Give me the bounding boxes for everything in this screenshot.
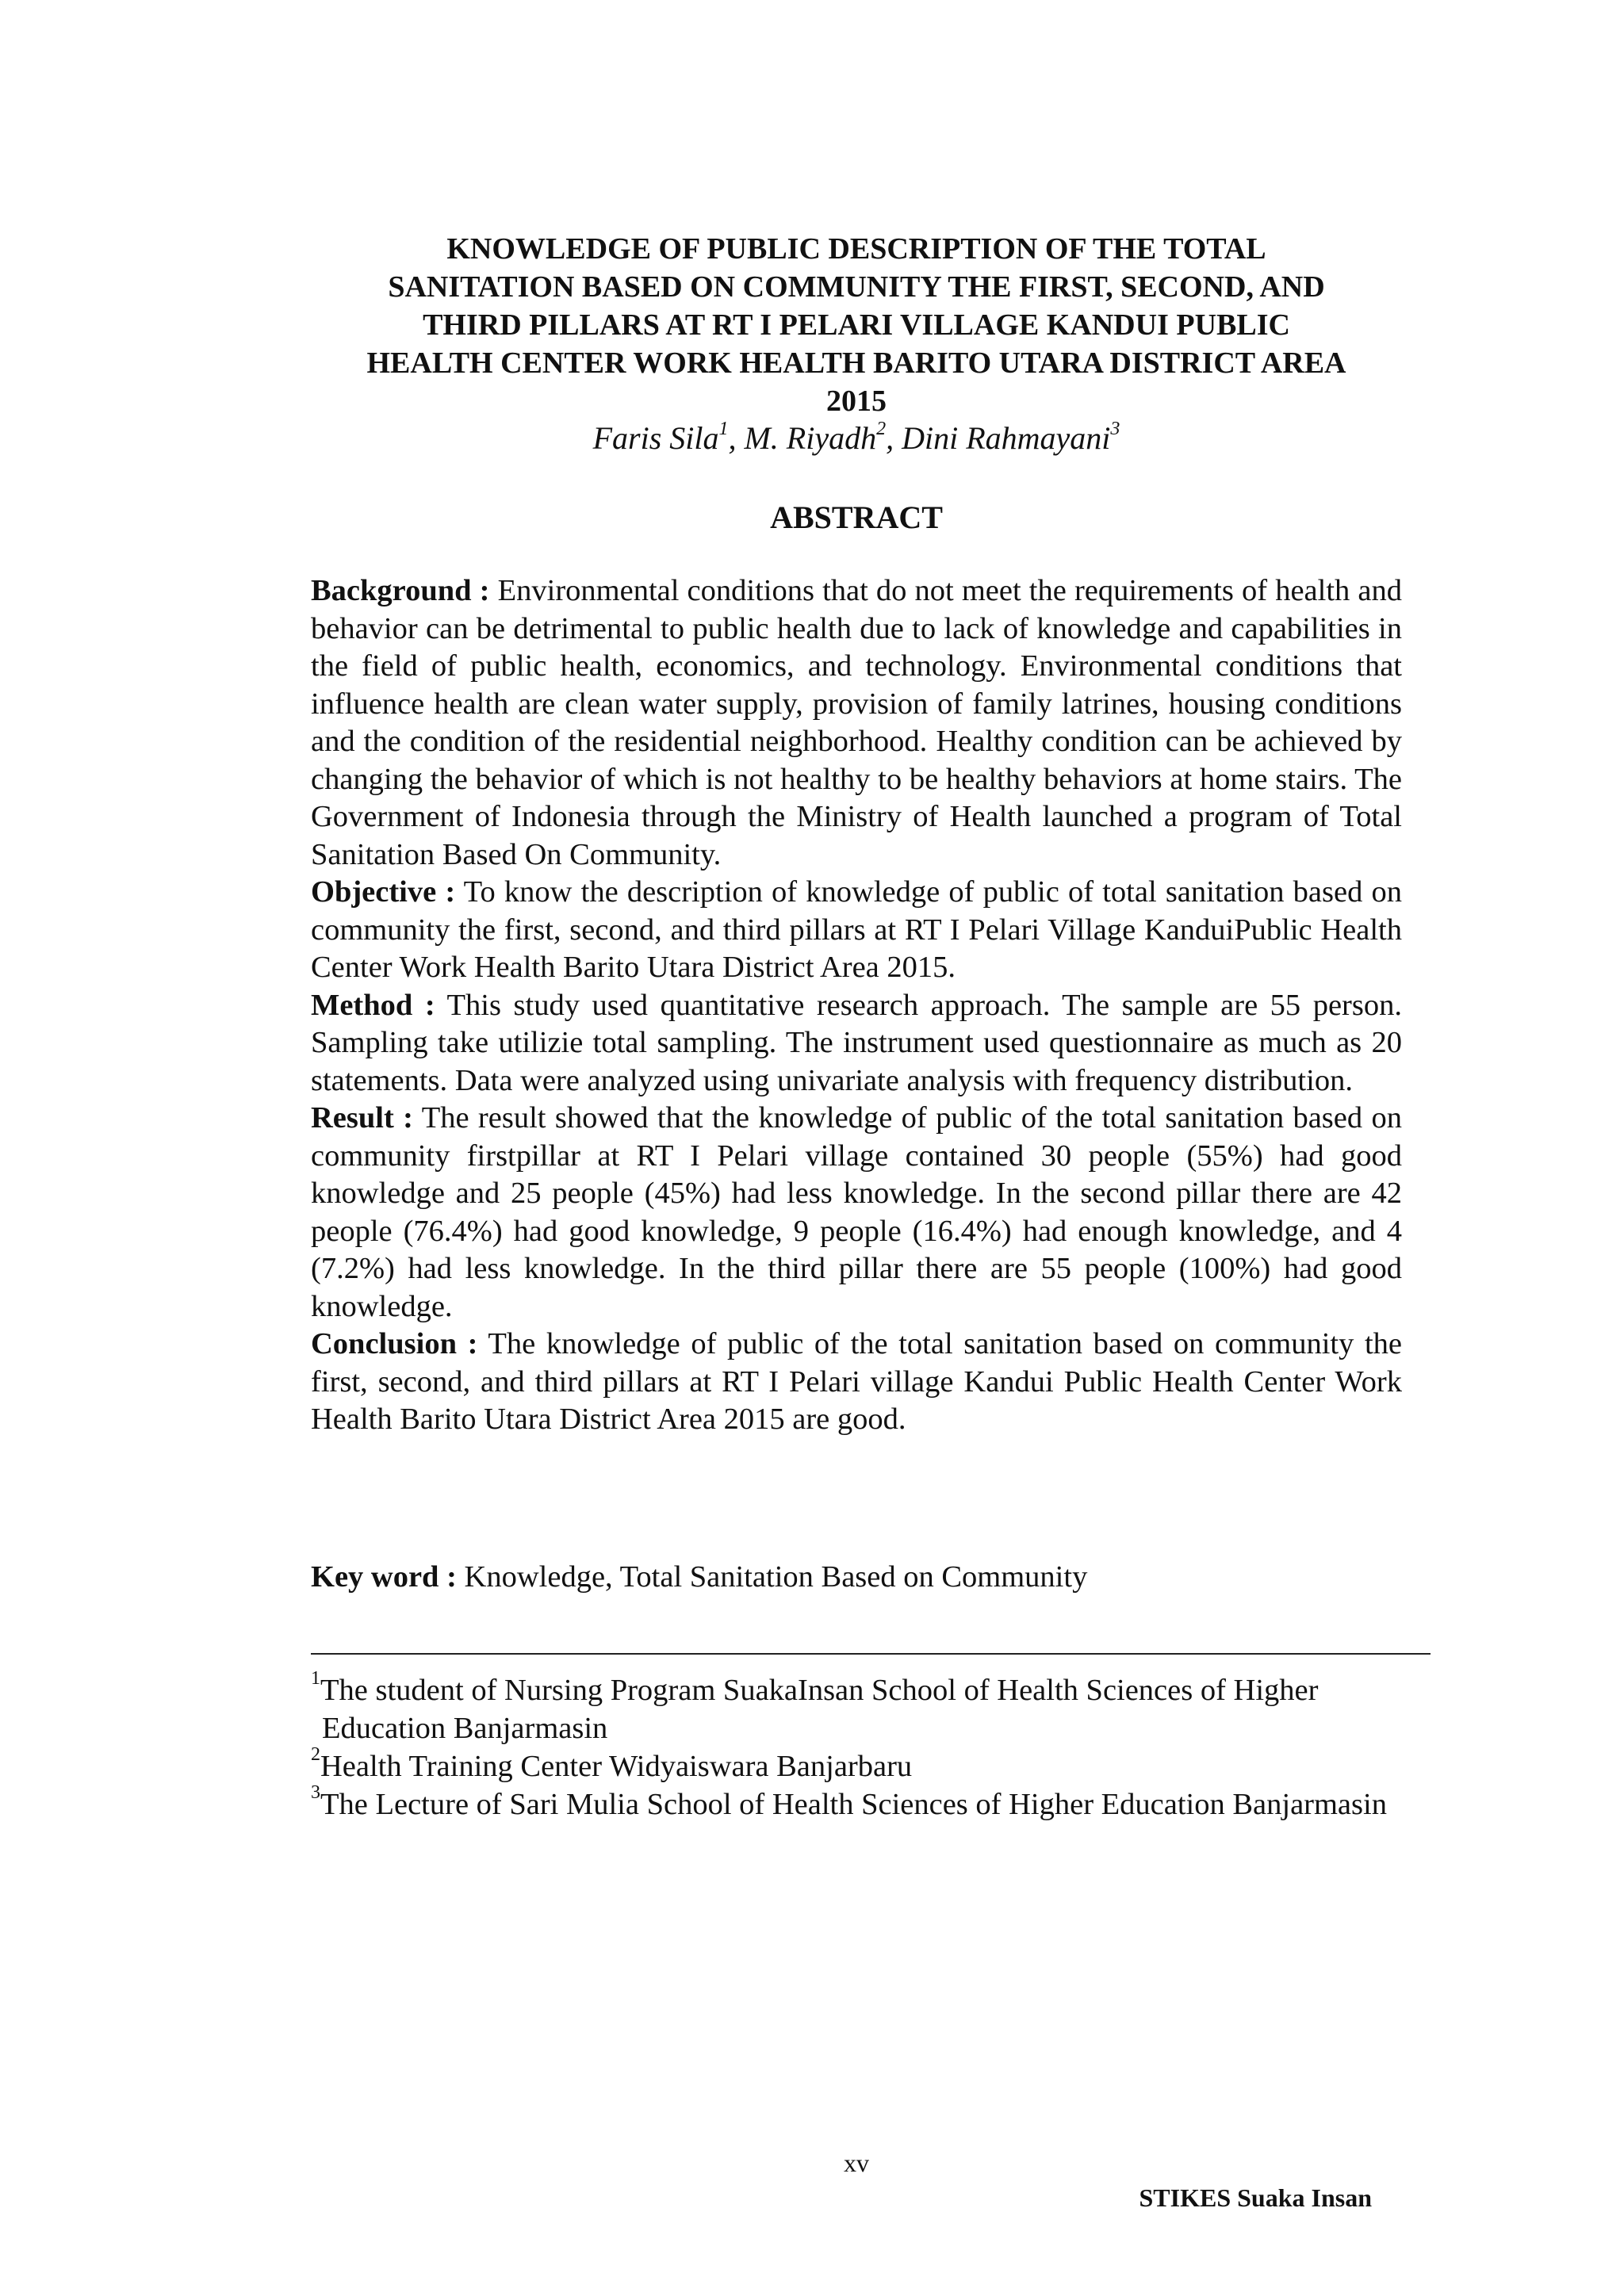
abstract-result	[311, 1100, 1402, 1326]
footnote-divider	[311, 1653, 1431, 1655]
abstract-heading: ABSTRACT	[770, 499, 943, 535]
author-name: Dini Rahmayani	[902, 420, 1111, 456]
footnote-number: 1	[311, 1668, 320, 1689]
footer-institution: STIKES Suaka Insan	[1139, 2183, 1372, 2212]
section-label: Conclusion :	[311, 1327, 478, 1360]
keywords	[311, 1558, 1402, 1596]
author-name: M. Riyadh	[744, 420, 877, 456]
page-number: xv	[844, 2149, 869, 2177]
footnote-number: 3	[311, 1782, 320, 1804]
author-affiliation-mark: 3	[1110, 418, 1120, 439]
section-text: To know the description of knowledge of public of total sanitation based on community the first, second, and third pillars at RT I Pelari Village KanduiPublic Health Center Work Health Barito Utara District Area 2015.	[311, 875, 1402, 984]
abstract-method	[311, 987, 1402, 1100]
author-affiliation-mark: 1	[718, 418, 729, 439]
footnote	[311, 1668, 1421, 1747]
section-label: Result :	[311, 1101, 414, 1135]
footnote-text: The student of Nursing Program SuakaInsan School of Health Sciences of Higher Education Banjarmasin	[320, 1674, 1319, 1745]
footnote-text: The Lecture of Sari Mulia School of Health Sciences of Higher Education Banjarmasin	[320, 1788, 1387, 1821]
section-label: Method :	[311, 988, 435, 1022]
author-name: Faris Sila	[592, 420, 719, 456]
footnote	[311, 1782, 1421, 1823]
author-list	[301, 419, 1411, 458]
abstract-body	[311, 572, 1402, 1439]
abstract-objective	[311, 874, 1402, 987]
footnote-text: Health Training Center Widyaiswara Banjarbaru	[320, 1750, 913, 1783]
section-text: Environmental conditions that do not meet the requirements of health and behavior can be detrimental to public health due to lack of knowledge and capabilities in the field of public health, economics, and technology. Environmental conditions that influence health are clean water supply, provision of family latrines, housing conditions and the condition of the residential neighborhood. Healthy condition can be achieved by changing the behavior of which is not healthy to be healthy behaviors at home stairs. The Government of Indonesia through the Ministry of Health launched a program of Total Sanitation Based On Community.	[311, 574, 1402, 871]
title-line: 2015	[826, 385, 887, 418]
title-line: KNOWLEDGE OF PUBLIC DESCRIPTION OF THE TOTAL	[446, 232, 1266, 266]
section-text: This study used quantitative research approach. The sample are 55 person. Sampling take utilizie total sampling. The instrument used questionnaire as much as 20 statements. Data were analyzed using univariate analysis with frequency distribution.	[311, 988, 1402, 1097]
footnote	[311, 1744, 1421, 1785]
author-separator: ,	[728, 420, 745, 456]
footnote-number: 2	[311, 1744, 320, 1766]
keywords-label: Key word :	[311, 1560, 457, 1594]
title-line: HEALTH CENTER WORK HEALTH BARITO UTARA DISTRICT AREA	[366, 346, 1346, 380]
section-text: The result showed that the knowledge of public of the total sanitation based on community firstpillar at RT I Pelari village contained 30 people (55%) had good knowledge and 25 people (45%) had less knowledge. In the second pillar there are 42 people (76.4%) had good knowledge, 9 people (16.4%) had enough knowledge, and 4 (7.2%) had less knowledge. In the third pillar there are 55 people (100%) had good knowledge.	[311, 1101, 1403, 1323]
footnotes	[311, 1668, 1421, 1823]
title-line: SANITATION BASED ON COMMUNITY THE FIRST, SECOND, AND	[388, 270, 1325, 304]
paper-title	[301, 230, 1411, 420]
abstract-background	[311, 572, 1402, 874]
author-separator: ,	[886, 420, 902, 456]
title-line: THIRD PILLARS AT RT I PELARI VILLAGE KANDUI PUBLIC	[423, 308, 1290, 342]
section-text: The knowledge of public of the total sanitation based on community the first, second, and third pillars at RT I Pelari village Kandui Public Health Center Work Health Barito Utara District Area 2015 are good.	[311, 1327, 1402, 1436]
section-label: Objective :	[311, 875, 456, 909]
section-label: Background :	[311, 574, 490, 607]
keywords-text: Knowledge, Total Sanitation Based on Community	[464, 1560, 1088, 1594]
abstract-conclusion	[311, 1326, 1402, 1439]
author-affiliation-mark: 2	[876, 418, 887, 439]
